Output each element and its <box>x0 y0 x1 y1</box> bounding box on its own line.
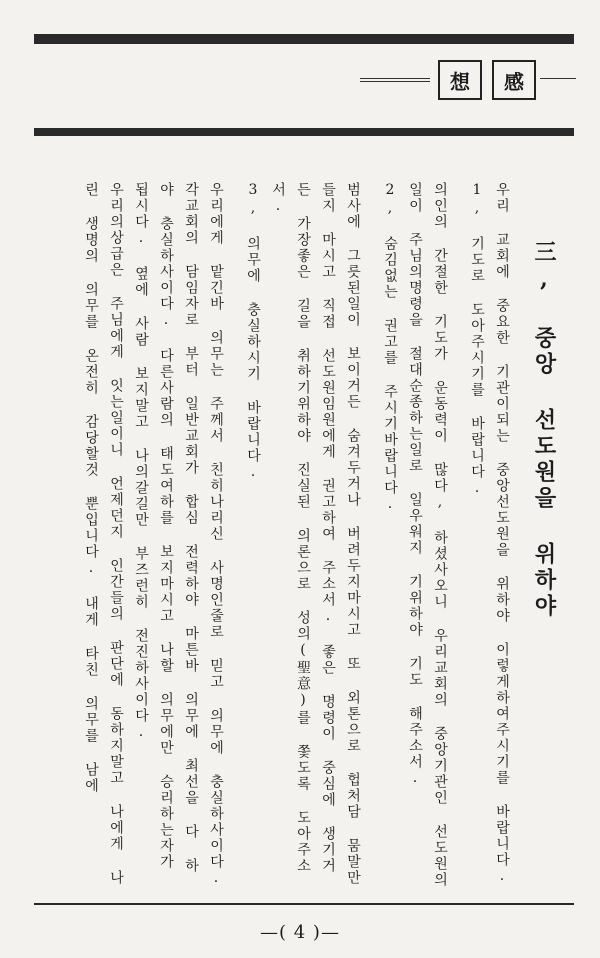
header-char-box-2: 感 <box>492 60 536 100</box>
point-3-heading: 3, 의무에 충실하시기 바랍니다. <box>245 182 261 482</box>
header-ornament-line-right <box>540 78 576 79</box>
point-1-heading: 1, 기도로 도아주시기를 바랍니다. <box>469 182 485 498</box>
footer-rule <box>34 903 574 905</box>
top-rule <box>34 34 574 44</box>
body-text <box>34 168 574 888</box>
point-2-heading: 2, 숨김없는 권고를 주시기바랍니다. <box>382 182 398 514</box>
paragraph-intro: 우리 교회에 중요한 기관이되는 중앙선도원을 위하야 이렇게하여주시기를 바랍니다. <box>494 182 510 886</box>
section-title: 三, 중앙 선도원을 위하야 <box>531 240 557 620</box>
point-3-body: 우리에게 맡긴바 의무는 주께서 친히나리신 사명인줄로 믿고 의무에 충실하사이다. 각교회의 담임자로 부터 일반교회가 합심 전력하야 마튼바 의무에 최선을 다 하야 충실하사이다. 다른사람의 태도여하를 보지마시고 나할 의무에만 승리하는자가 됩시다. 옆에 사람 보지말고 나의갈길만 부즈런히 전진하사이다. <box>133 182 224 888</box>
header-char-box-1: 想 <box>438 60 482 100</box>
point-2-body: 범사에 그릇된일이 보이거든 숨겨두거나 버려두지마시고 또 외톤으로 헙처담 뭄말만들지 마시고 직접 선도원임원에게 권고하여 주소서. 좋은 명령이 중심에 생기거든 가장좋은 길을 취하기위하야 진실된 의론으로 성의(聖意)를 쫓도록 도아주소서. <box>270 182 361 886</box>
point-1-body: 의인의 간절한 기도가 운동력이 많다, 하셨사오니 우리교회의 중앙기관인 선도원의일이 주님의명령을 절대순종하는일로 일우워지 기위하야 기도 해주소서. <box>407 182 448 888</box>
header-ornament-line <box>360 78 430 82</box>
header-rule <box>34 128 574 136</box>
page-number: —( 4 )— <box>260 922 340 943</box>
column-header <box>360 58 578 102</box>
closing-paragraph: 우리의상급은 주님에게 잇는일이니 언제던지 인간들의 판단에 동하지말고 나에게 나린 생명의 의무를 온전히 감당할것 뿐입니다. 내게 타친 의무를 남에 <box>83 182 124 886</box>
